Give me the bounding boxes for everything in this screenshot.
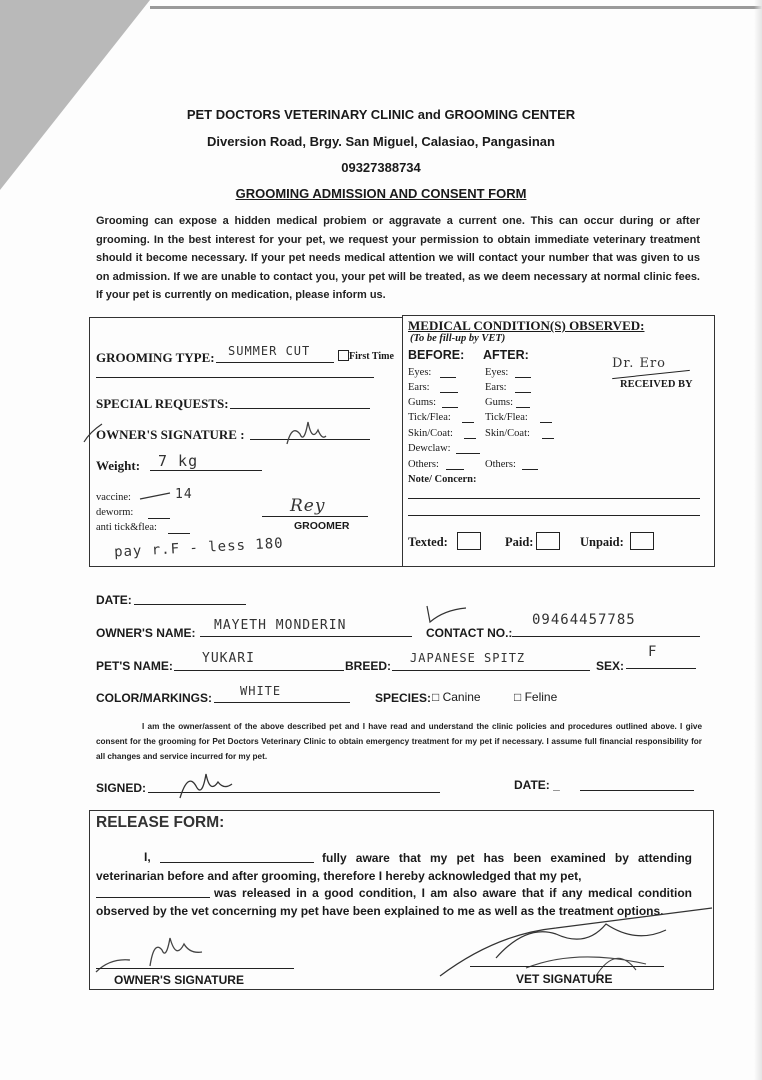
before-others: Others:	[408, 459, 439, 470]
paid-checkbox[interactable]	[536, 532, 560, 550]
medical-title: MEDICAL CONDITION(S) OBSERVED:	[408, 318, 645, 333]
breed-label: BREED:	[345, 659, 392, 673]
first-time-checkbox[interactable]	[338, 350, 349, 361]
weight-label: Weight:	[96, 458, 141, 473]
species-canine-option[interactable]: □ Canine	[432, 690, 481, 704]
contact-label: CONTACT NO.:	[426, 626, 513, 640]
after-skin-coat: Skin/Coat:	[485, 428, 530, 439]
owner-name-label: OWNER'S NAME:	[96, 626, 196, 640]
vaccine-label: vaccine:	[96, 492, 131, 503]
grooming-type-value: SUMMER CUT	[228, 344, 311, 358]
color-markings-value: WHITE	[240, 684, 282, 698]
texted-label: Texted:	[408, 535, 448, 549]
sex-value: F	[648, 644, 658, 660]
sex-label: SEX:	[596, 659, 625, 673]
consent-paragraph: I am the owner/assent of the above described pet and I have read and understand the clinic policies and procedures outlined above. I give consent for the grooming for Pet Doctors Veterinary Clinic to obtain emergency treatment for my pet if necessary. I assume full financial responsibility for all changes and service incurred for my pet.	[96, 722, 702, 761]
after-tick-flea: Tick/Flea:	[485, 412, 528, 423]
groomer-name: Rey	[290, 496, 326, 516]
after-ears: Ears:	[485, 382, 507, 393]
weight-value: 7 kg	[158, 452, 199, 470]
before-dewclaw: Dewclaw:	[408, 443, 451, 454]
species-feline-option[interactable]: □ Feline	[514, 690, 558, 704]
species-label: SPECIES:	[375, 691, 432, 705]
intro-paragraph: Grooming can expose a hidden medical probiem or aggravate a current one. This can occur during or after grooming. In the best interest for your pet, we request your permission to obtain immediate veterinary treatment should it become necessary. If your pet needs medical attention we will contact your number that was given to us on admission. If we are unable to contact you, your pet will be treated, as we deem necessary at normal clinic fees. If your pet is currently on medication, please inform us.	[96, 215, 700, 301]
groomer-label: GROOMER	[294, 520, 350, 532]
before-tick-flea: Tick/Flea:	[408, 412, 451, 423]
color-markings-label: COLOR/MARKINGS:	[96, 691, 212, 705]
vet-signature-label: VET SIGNATURE	[516, 972, 613, 986]
unpaid-label: Unpaid:	[580, 535, 624, 549]
release-text-i: I,	[144, 850, 151, 864]
pet-name-label: PET'S NAME:	[96, 659, 173, 673]
medical-subtitle: (To be fill-up by VET)	[410, 333, 506, 344]
deworm-label: deworm:	[96, 507, 134, 518]
paid-label: Paid:	[505, 535, 534, 549]
date-label: DATE:	[96, 593, 132, 607]
clinic-name: PET DOCTORS VETERINARY CLINIC and GROOMING CENTER	[186, 107, 576, 122]
release-title: RELEASE FORM:	[96, 814, 225, 831]
release-text-body: fully aware that my pet has been examined by attending veterinarian before and after grooming, therefore I hereby acknowledged that my pet,	[96, 851, 692, 883]
after-eyes: Eyes:	[485, 367, 509, 378]
form-title: GROOMING ADMISSION AND CONSENT FORM	[235, 186, 527, 201]
owner-signature-label: OWNER'S SIGNATURE :	[96, 427, 245, 442]
received-by-value: Dr. Ero	[612, 356, 667, 371]
grooming-type-label: GROOMING TYPE:	[96, 350, 215, 365]
payment-note: pay r.F - less 180	[113, 535, 285, 561]
breed-value: JAPANESE SPITZ	[410, 651, 526, 665]
received-by-label: RECEIVED BY	[620, 379, 693, 390]
signed-signature-scribble	[176, 768, 236, 802]
after-label: AFTER:	[483, 348, 529, 362]
owner-name-value: MAYETH MONDERIN	[214, 618, 347, 633]
vaccine-value: 14	[175, 487, 193, 502]
owner-signature-scribble	[82, 414, 372, 454]
pet-name-value: YUKARI	[202, 651, 255, 666]
scan-top-edge	[150, 6, 762, 9]
special-requests-label: SPECIAL REQUESTS:	[96, 396, 229, 411]
antitick-label: anti tick&flea:	[96, 522, 157, 533]
date2-label: DATE: _	[514, 778, 560, 792]
texted-checkbox[interactable]	[457, 532, 481, 550]
contact-value: 09464457785	[532, 612, 636, 628]
clinic-address: Diversion Road, Brgy. San Miguel, Calasiao, Pangasinan	[207, 134, 555, 149]
owner-signature-release-label: OWNER'S SIGNATURE	[114, 973, 244, 987]
after-others: Others:	[485, 459, 516, 470]
before-eyes: Eyes:	[408, 367, 432, 378]
release-text-condition: was released in a good condition, I am also aware that if any medical condition observed by the vet concerning my pet have been explained to me as well as the treatment options.	[96, 886, 692, 918]
after-gums: Gums:	[485, 397, 514, 408]
before-ears: Ears:	[408, 382, 430, 393]
before-skin-coat: Skin/Coat:	[408, 428, 453, 439]
unpaid-checkbox[interactable]	[630, 532, 654, 550]
release-owner-signature-scribble	[90, 930, 300, 978]
note-concern-label: Note/ Concern:	[408, 474, 477, 485]
before-label: BEFORE:	[408, 348, 465, 362]
clinic-phone: 09327388734	[341, 160, 421, 175]
first-time-label: First Time	[349, 351, 394, 362]
signed-label: SIGNED:	[96, 781, 147, 795]
before-gums: Gums:	[408, 397, 437, 408]
